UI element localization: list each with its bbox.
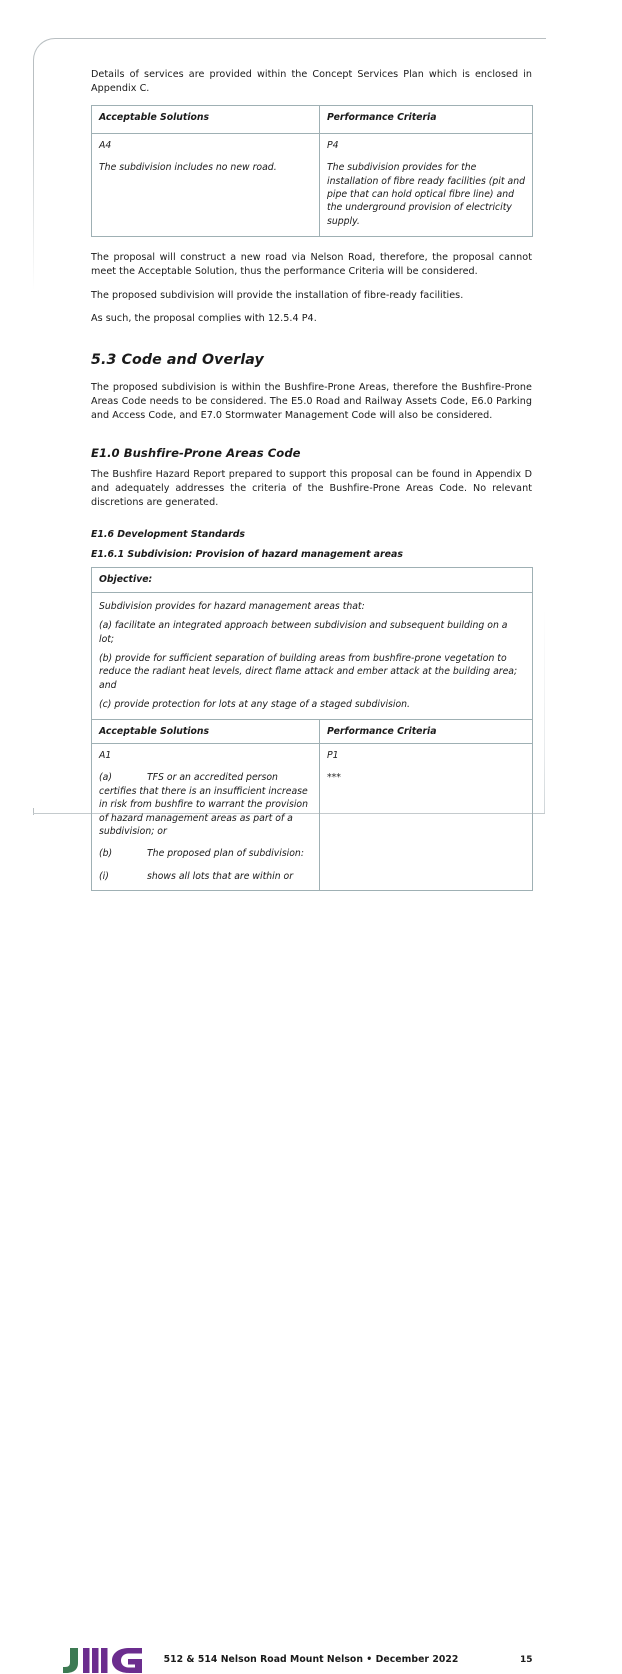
item-i-label: (i) bbox=[99, 870, 109, 882]
page-number: 15 bbox=[520, 1655, 533, 1665]
table-row bbox=[92, 719, 533, 743]
acceptable-solution-ref: A4 bbox=[99, 139, 112, 151]
section-heading-development-standards: E1.6 Development Standards bbox=[91, 529, 245, 541]
section-heading-code-and-overlay: 5.3 Code and Overlay bbox=[91, 352, 264, 369]
proposal-road-paragraph: The proposal will construct a new road via Nelson Road, therefore, the proposal cannot meet the Acceptable Solution, thus the performance Criteria will be considered. bbox=[91, 252, 532, 278]
table-row bbox=[92, 106, 533, 133]
objective-intro: Subdivision provides for hazard management areas that: bbox=[99, 600, 365, 612]
objective-item-a: (a) facilitate an integrated approach between subdivision and subsequent building on a lot; bbox=[99, 620, 508, 645]
table-row bbox=[92, 592, 533, 719]
page-border-fade bbox=[28, 108, 40, 808]
table-row bbox=[92, 568, 533, 592]
performance-criteria-text: *** bbox=[327, 772, 341, 784]
intro-paragraph: Details of services are provided within the Concept Services Plan which is enclosed in Appendix C. bbox=[91, 69, 532, 95]
acceptable-solution-cell bbox=[92, 743, 320, 890]
performance-criteria-ref: P4 bbox=[327, 139, 339, 151]
performance-criteria-cell bbox=[320, 743, 533, 890]
fibre-ready-paragraph: The proposed subdivision will provide the installation of fibre-ready facilities. bbox=[91, 289, 464, 301]
services-criteria-table bbox=[91, 105, 533, 237]
section-heading-bushfire-prone-areas-code: E1.0 Bushfire-Prone Areas Code bbox=[91, 445, 301, 460]
item-i-text: shows all lots that are within or bbox=[147, 870, 294, 882]
acceptable-solution-text: The subdivision includes no new road. bbox=[99, 162, 277, 174]
item-a-text: TFS or an accredited person certifies that there is an insufficient increase in risk from bushfire to warrant the provision of hazard management areas as part of a subdivision; or bbox=[99, 772, 308, 837]
column-header-acceptable-solutions: Acceptable Solutions bbox=[92, 106, 320, 133]
column-header-performance-criteria: Performance Criteria bbox=[320, 106, 533, 133]
section-heading-subdivision-hazard-management: E1.6.1 Subdivision: Provision of hazard management areas bbox=[91, 549, 403, 561]
table-row bbox=[92, 133, 533, 236]
performance-criteria-cell bbox=[320, 133, 533, 236]
objective-label: Objective: bbox=[92, 568, 533, 592]
objective-item-b: (b) provide for sufficient separation of building areas from bushfire-prone vegetation to reduce the radiant heat levels, direct flame attack and ember attack at the building area; and bbox=[99, 652, 518, 691]
objective-item-c: (c) provide protection for lots at any stage of a staged subdivision. bbox=[99, 699, 411, 711]
code-and-overlay-paragraph: The proposed subdivision is within the Bushfire-Prone Areas, therefore the Bushfire-Prone Areas Code needs to be considered. The E5.0 Road and Railway Assets Code, E6.0 Parking and Access Code, and E7.0 Stormwater Management Code will also be considered. bbox=[91, 382, 532, 422]
table-row bbox=[92, 743, 533, 890]
acceptable-solution-ref: A1 bbox=[99, 749, 112, 761]
item-a-label: (a) bbox=[99, 772, 112, 784]
column-header-acceptable-solutions: Acceptable Solutions bbox=[92, 719, 320, 743]
performance-criteria-ref: P1 bbox=[327, 749, 339, 761]
footer-document-reference: 512 & 514 Nelson Road Mount Nelson • December 2022 bbox=[163, 1654, 459, 1665]
item-b-text: The proposed plan of subdivision: bbox=[147, 848, 304, 860]
column-header-performance-criteria: Performance Criteria bbox=[320, 719, 533, 743]
performance-criteria-text: The subdivision provides for the installation of fibre ready facilities (pit and pipe that can hold optical fibre line) and the underground provision of electricity supply. bbox=[327, 162, 525, 227]
bushfire-hazard-report-paragraph: The Bushfire Hazard Report prepared to support this proposal can be found in Appendix D and adequately addresses the criteria of the Bushfire-Prone Areas Code. No relevant discretions are generated. bbox=[91, 468, 532, 509]
page-border-right-edge bbox=[544, 610, 545, 814]
compliance-paragraph: As such, the proposal complies with 12.5.4 P4. bbox=[91, 312, 317, 324]
acceptable-solution-item-i bbox=[99, 870, 312, 883]
objective-body-cell bbox=[92, 592, 533, 719]
acceptable-solution-cell bbox=[92, 133, 320, 236]
item-b-label: (b) bbox=[99, 848, 113, 860]
document-content bbox=[91, 68, 532, 903]
